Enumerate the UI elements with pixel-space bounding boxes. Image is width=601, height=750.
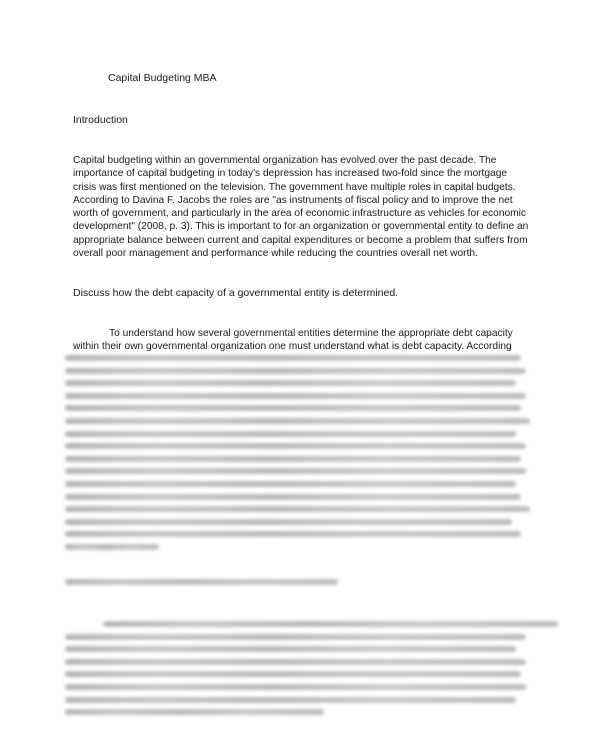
- blurred-line: [65, 579, 338, 585]
- blurred-line: [65, 443, 526, 449]
- blurred-line: [65, 519, 512, 525]
- blurred-line: [103, 621, 559, 627]
- answer-paragraph-visible: [73, 327, 533, 354]
- blurred-text-block: [65, 621, 535, 722]
- blurred-line: [65, 697, 516, 703]
- blurred-line: [65, 671, 521, 677]
- blurred-line: [65, 531, 521, 537]
- blurred-line: [65, 481, 516, 487]
- blurred-line: [65, 456, 521, 462]
- blurred-line: [65, 684, 526, 690]
- blurred-line: [65, 544, 159, 550]
- blurred-line: [65, 634, 526, 640]
- blurred-line: [65, 380, 516, 386]
- blurred-line: [65, 506, 530, 512]
- question-heading: Discuss how the debt capacity of a governmental entity is determined.: [73, 287, 399, 299]
- blurred-line: [65, 368, 526, 374]
- answer-paragraph-text: To understand how several governmental entities determine the appropriate debt capacity within their own governmental organization one must understand what is debt capacity. According: [73, 328, 513, 353]
- blurred-heading: [65, 579, 535, 592]
- blurred-line: [65, 494, 521, 500]
- blurred-text-block: [65, 355, 535, 557]
- blurred-line: [65, 659, 526, 665]
- blurred-line: [65, 431, 516, 437]
- blurred-line: [65, 468, 526, 474]
- blurred-line: [65, 418, 530, 424]
- blurred-line: [65, 405, 521, 411]
- blurred-line: [65, 646, 516, 652]
- blurred-line: [65, 355, 521, 361]
- document-title: Capital Budgeting MBA: [108, 72, 217, 84]
- blurred-line: [65, 393, 526, 399]
- introduction-paragraph: Capital budgeting within an governmental organization has evolved over the past decade. The importance of capital budgeting in today's depression has increased two-fold since the mortgage crisis was first mentioned on the television. The government have multiple roles in capital budgets. According to Davina F. Jacobs the roles are "as instruments of fiscal policy and to improve the net worth of government, and particularly in the area of economic infrastructure as vehicles for economic development" (2008, p. 3). This is important to for an organization or governmental entity to define an appropriate balance between current and capital expenditures or become a problem that suffers from overall poor management and performance while reducing the countries overall net worth.: [73, 155, 529, 260]
- blurred-line: [65, 709, 324, 715]
- introduction-heading: Introduction: [73, 114, 128, 126]
